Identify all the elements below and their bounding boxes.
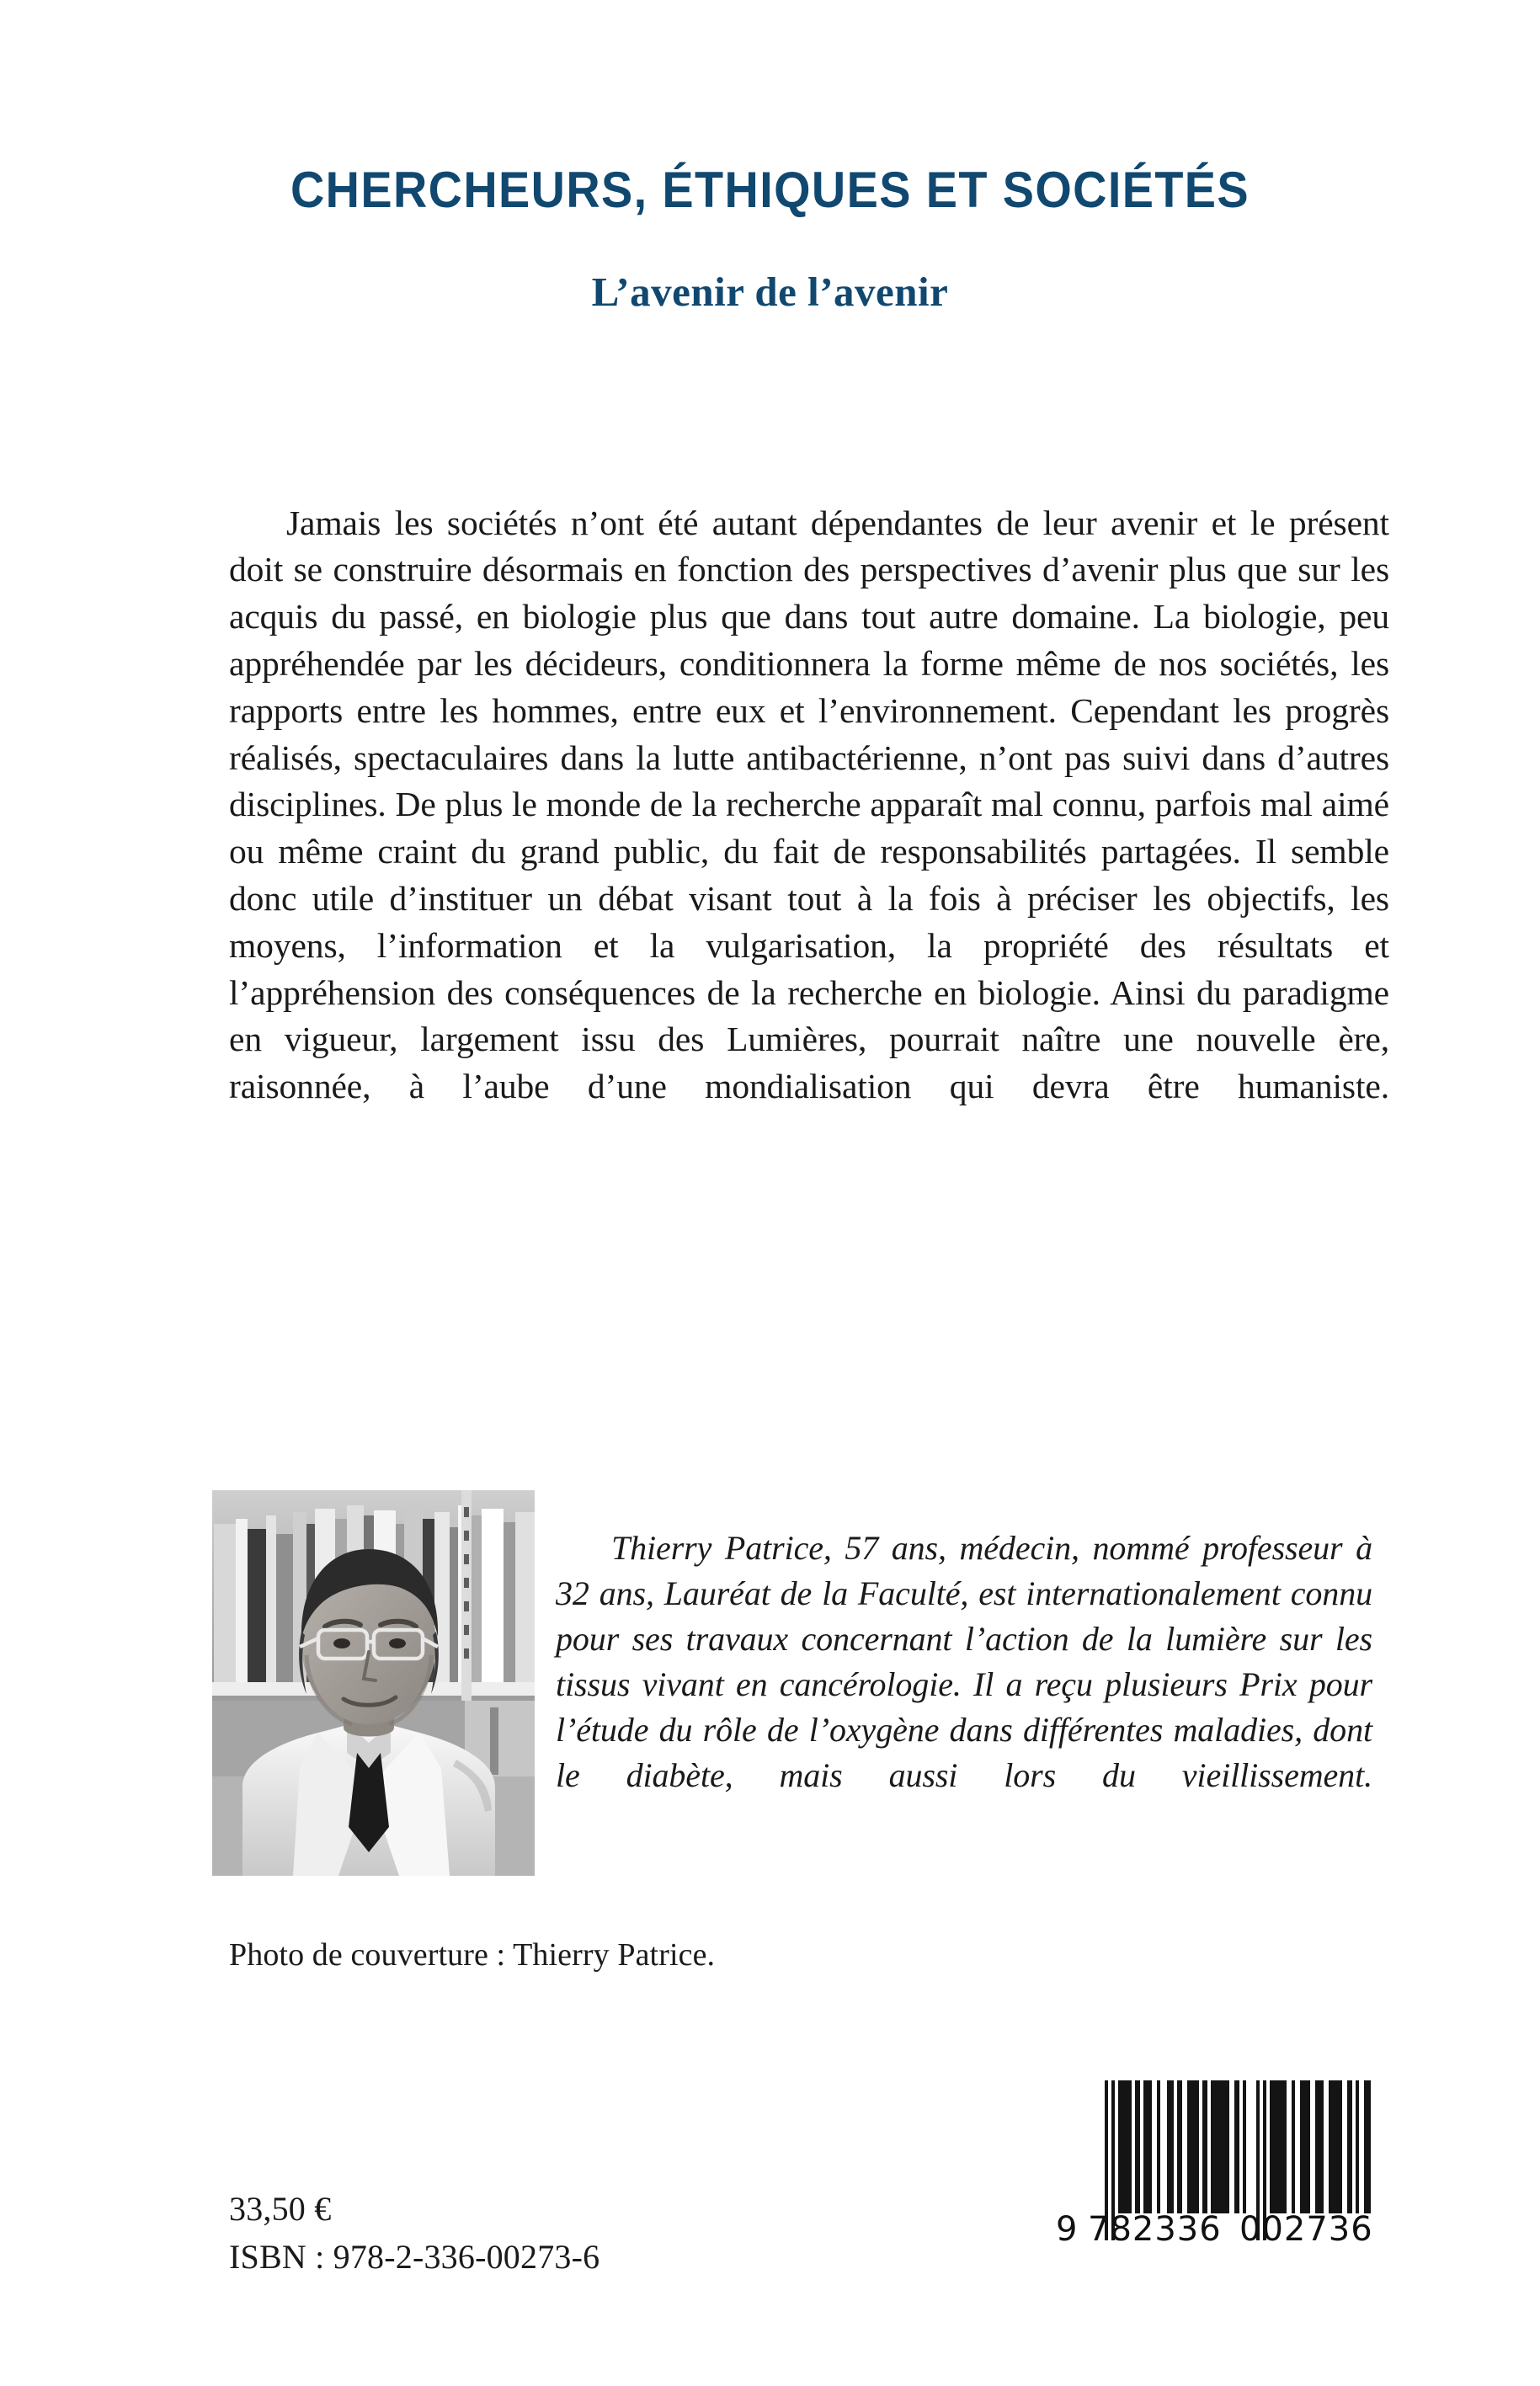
- barcode-digit-group-1: 9: [1056, 2210, 1079, 2249]
- author-portrait-image: [212, 1490, 535, 1876]
- author-bio: Thierry Patrice, 57 ans, médecin, nommé professeur à 32 ans, Lauréat de la Faculté, est internationalement connu pour ses travaux concernant l’action de la lumière sur les tissus vivant en cancérologie. Il a reçu plusieurs Prix pour l’étude du rôle de l’oxygène dans différentes maladies, dont le diabète, mais aussi lors du vieillissement.: [556, 1529, 1372, 1794]
- isbn: ISBN : 978-2-336-00273-6: [229, 2237, 600, 2276]
- title-block: [0, 162, 1540, 315]
- barcode: [1056, 2080, 1373, 2249]
- footer-price-isbn: [229, 2186, 599, 2282]
- page-subtitle: L’avenir de l’avenir: [591, 269, 949, 315]
- photo-credit: Photo de couverture : Thierry Patrice.: [229, 1937, 716, 1973]
- barcode-digit-group-3: 002736: [1239, 2210, 1373, 2249]
- price: 33,50 €: [229, 2190, 332, 2228]
- page-title: CHERCHEURS, ÉTHIQUES ET SOCIÉTÉS: [290, 162, 1250, 218]
- author-photo: [212, 1490, 535, 1876]
- blurb-paragraph: Jamais les sociétés n’ont été autant dépendantes de leur avenir et le présent doit se construire désormais en fonction des perspectives d’avenir plus que sur les acquis du passé, en biologie plus que dans tout autre domaine. La biologie, peu appréhendée par les décideurs, conditionnera la forme même de nos sociétés, les rapports entre les hommes, entre eux et l’environnement. Cependant les progrès réalisés, spectaculaires dans la lutte antibactérienne, n’ont pas suivi dans d’autres disciplines. De plus le monde de la recherche apparaît mal connu, parfois mal aimé ou même craint du grand public, du fait de responsabilités partagées. Il semble donc utile d’instituer un débat visant tout à la fois à préciser les objectifs, les moyens, l’information et la vulgarisation, la propriété des résultats et l’appréhension des conséquences de la recherche en biologie. Ainsi du paradigme en vigueur, largement issu des Lumières, pourrait naître une nouvelle ère, raisonnée, à l’aube d’une mondialisation qui devra être humaniste.: [229, 503, 1389, 1106]
- barcode-digit-group-2: 782336: [1088, 2210, 1222, 2249]
